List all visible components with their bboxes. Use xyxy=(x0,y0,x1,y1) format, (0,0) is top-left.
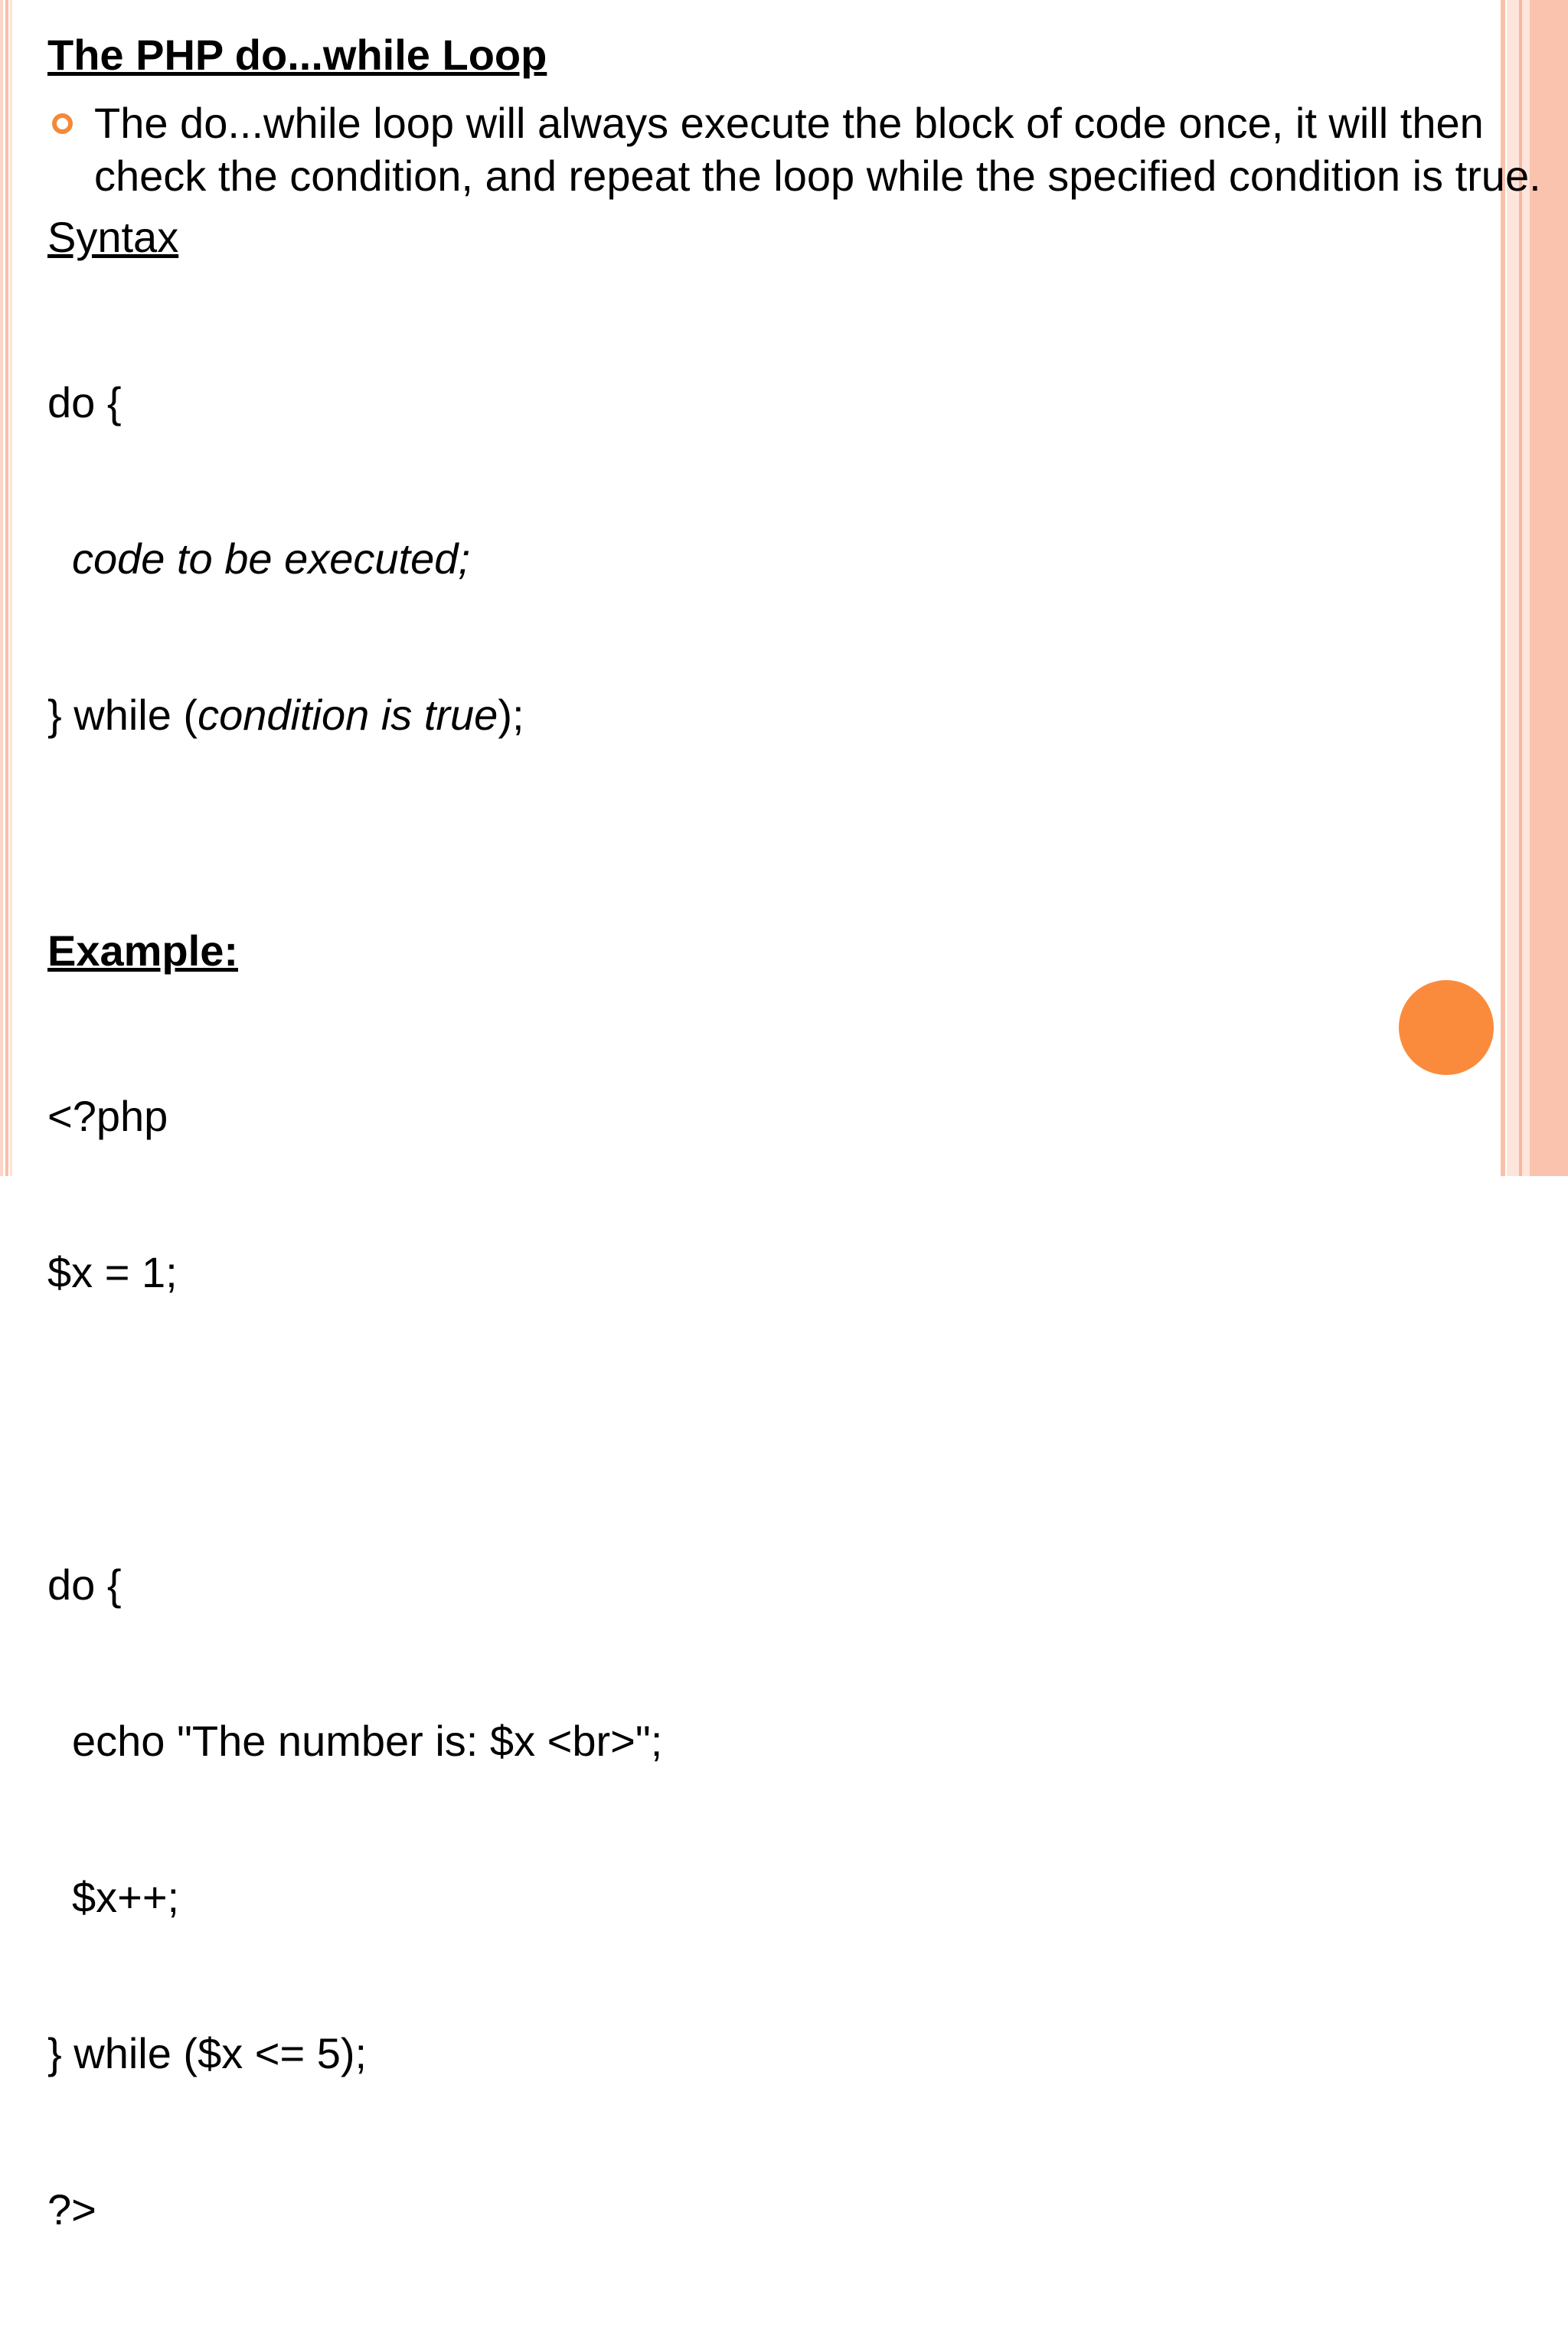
code-blank-line xyxy=(47,1403,1502,1455)
left-border-stripe xyxy=(5,0,8,1176)
example-heading: Example: xyxy=(47,927,238,975)
slide-content xyxy=(47,28,1541,2340)
code-line: $x = 1; xyxy=(47,1248,178,1296)
bullet-text: The do...while loop will always execute the block of code once, it will then check the condition, and repeat the loop while the specified condition is true. xyxy=(94,99,1541,200)
bullet-ring-icon xyxy=(52,113,73,134)
code-line: echo "The number is: $x <br>"; xyxy=(72,1717,663,1765)
syntax-heading: Syntax xyxy=(47,213,179,261)
syntax-line: code to be executed; xyxy=(72,534,470,583)
code-line: $x++; xyxy=(72,1873,180,1921)
code-line: } while ($x <= 5); xyxy=(47,2029,368,2077)
syntax-block xyxy=(47,273,1502,845)
left-border-stripe xyxy=(0,0,3,1176)
syntax-line xyxy=(47,689,1502,741)
code-line: ?> xyxy=(47,2185,96,2234)
code-line: <?php xyxy=(47,1092,168,1140)
bullet-item xyxy=(47,96,1549,202)
example-code-block xyxy=(47,986,1502,2340)
syntax-line: do { xyxy=(47,378,122,426)
left-border-stripe xyxy=(10,0,12,1176)
orange-circle-decoration xyxy=(1399,980,1494,1075)
slide-title: The PHP do...while Loop xyxy=(47,31,547,79)
syntax-condition: condition is true xyxy=(198,691,498,739)
code-line: do { xyxy=(47,1561,122,1609)
syntax-line-suffix: ); xyxy=(498,691,524,739)
syntax-line-prefix: } while ( xyxy=(47,691,198,739)
